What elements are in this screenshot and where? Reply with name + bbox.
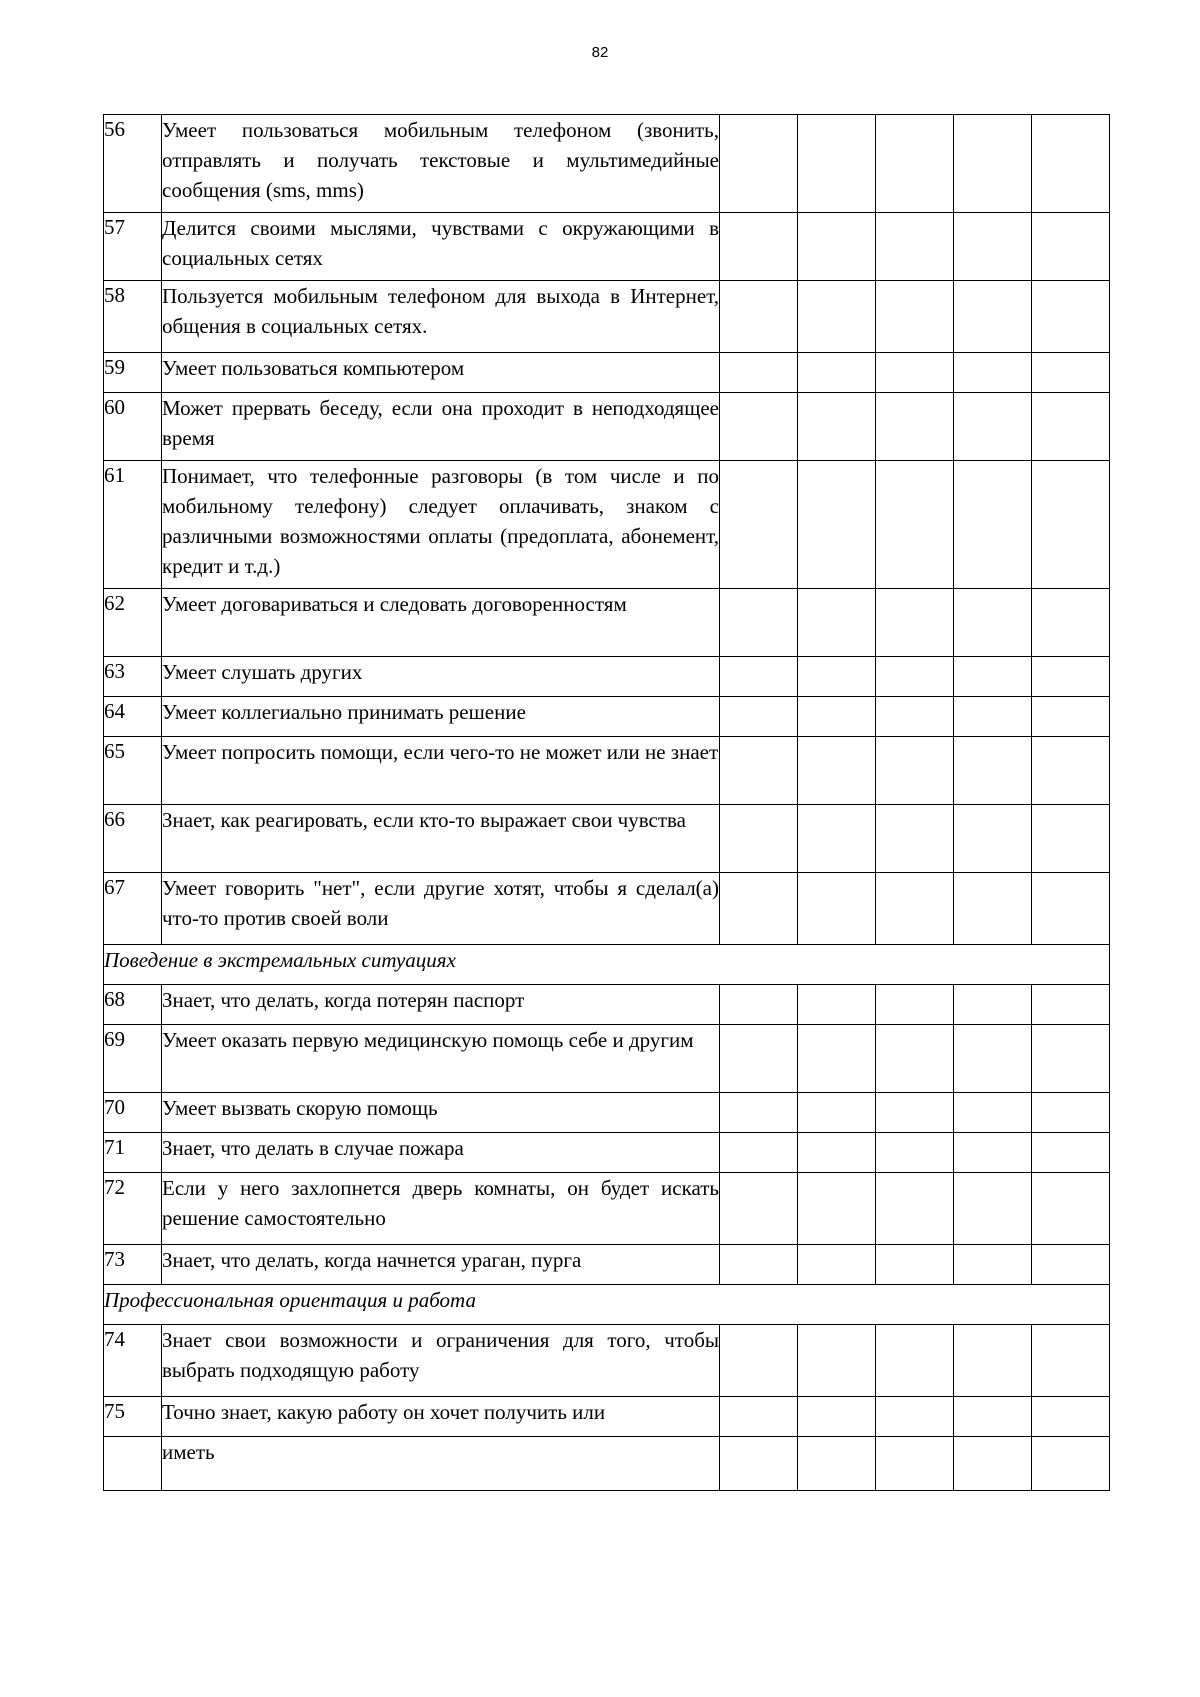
mark-cell[interactable] [1032,657,1110,697]
mark-cell[interactable] [720,1093,798,1133]
item-number [104,1437,162,1491]
item-number: 73 [104,1245,162,1285]
mark-cell[interactable] [954,589,1032,657]
mark-cell[interactable] [798,1025,876,1093]
mark-cell[interactable] [954,1025,1032,1093]
item-text: Умеет пользоваться мобильным телефоном (звонить, отправлять и получать текстовые и мультимедийные сообщения (sms, mms) [162,115,720,213]
mark-cell[interactable] [1032,213,1110,281]
mark-cell[interactable] [954,1133,1032,1173]
item-number: 60 [104,393,162,461]
mark-cell[interactable] [876,1245,954,1285]
mark-cell[interactable] [954,697,1032,737]
mark-cell[interactable] [720,1173,798,1245]
item-text: Знает, как реагировать, если кто-то выражает свои чувства [162,805,720,873]
item-number: 69 [104,1025,162,1093]
item-number: 58 [104,281,162,353]
mark-cell[interactable] [1032,393,1110,461]
table-row [104,1093,1110,1133]
item-text: Пользуется мобильным телефоном для выхода в Интернет, общения в социальных сетях. [162,281,720,353]
mark-cell[interactable] [876,985,954,1025]
table-row [104,1133,1110,1173]
mark-cell[interactable] [954,1245,1032,1285]
item-text: Умеет оказать первую медицинскую помощь себе и другим [162,1025,720,1093]
mark-cell[interactable] [1032,1245,1110,1285]
mark-cell[interactable] [876,281,954,353]
mark-cell[interactable] [720,805,798,873]
mark-cell[interactable] [876,393,954,461]
mark-cell[interactable] [954,1437,1032,1491]
item-text: Знает, что делать в случае пожара [162,1133,720,1173]
mark-cell[interactable] [720,1245,798,1285]
mark-cell[interactable] [720,353,798,393]
mark-cell[interactable] [798,873,876,945]
mark-cell[interactable] [1032,589,1110,657]
mark-cell[interactable] [954,737,1032,805]
item-number: 72 [104,1173,162,1245]
mark-cell[interactable] [954,805,1032,873]
mark-cell[interactable] [954,213,1032,281]
mark-cell[interactable] [798,1133,876,1173]
assessment-table [103,114,1110,1491]
item-text: иметь [162,1437,720,1491]
mark-cell[interactable] [1032,985,1110,1025]
table-row [104,1397,1110,1437]
mark-cell[interactable] [720,1025,798,1093]
mark-cell[interactable] [720,657,798,697]
item-number: 64 [104,697,162,737]
item-number: 67 [104,873,162,945]
item-number: 56 [104,115,162,213]
mark-cell[interactable] [720,737,798,805]
item-number: 61 [104,461,162,589]
mark-cell[interactable] [798,1397,876,1437]
mark-cell[interactable] [954,1325,1032,1397]
mark-cell[interactable] [954,461,1032,589]
table-row [104,1437,1110,1491]
mark-cell[interactable] [798,737,876,805]
table-row [104,657,1110,697]
mark-cell[interactable] [720,1325,798,1397]
mark-cell[interactable] [798,1173,876,1245]
item-number: 59 [104,353,162,393]
item-number: 62 [104,589,162,657]
mark-cell[interactable] [876,461,954,589]
item-text: Делится своими мыслями, чувствами с окружающими в социальных сетях [162,213,720,281]
mark-cell[interactable] [798,115,876,213]
item-number: 68 [104,985,162,1025]
item-text: Понимает, что телефонные разговоры (в том числе и по мобильному телефону) следует оплачивать, знаком с различными возможностями оплаты (предоплата, абонемент, кредит и т.д.) [162,461,720,589]
mark-cell[interactable] [798,985,876,1025]
mark-cell[interactable] [954,393,1032,461]
mark-cell[interactable] [798,1093,876,1133]
item-text: Знает свои возможности и ограничения для того, чтобы выбрать подходящую работу [162,1325,720,1397]
item-number: 65 [104,737,162,805]
table-row [104,353,1110,393]
item-number: 57 [104,213,162,281]
mark-cell[interactable] [1032,737,1110,805]
table-row [104,985,1110,1025]
item-text: Умеет пользоваться компьютером [162,353,720,393]
item-text: Знает, что делать, когда начнется ураган, пурга [162,1245,720,1285]
mark-cell[interactable] [1032,697,1110,737]
item-text: Умеет слушать других [162,657,720,697]
item-text: Может прервать беседу, если она проходит в неподходящее время [162,393,720,461]
item-number: 63 [104,657,162,697]
mark-cell[interactable] [1032,873,1110,945]
mark-cell[interactable] [954,1397,1032,1437]
mark-cell[interactable] [798,393,876,461]
table-row [104,1025,1110,1093]
mark-cell[interactable] [876,115,954,213]
table-row [104,805,1110,873]
mark-cell[interactable] [876,1173,954,1245]
mark-cell[interactable] [1032,461,1110,589]
table-row [104,213,1110,281]
item-text: Умеет договариваться и следовать договоренностям [162,589,720,657]
mark-cell[interactable] [1032,805,1110,873]
section-row [104,1285,1110,1325]
mark-cell[interactable] [798,1437,876,1491]
item-text: Умеет говорить "нет", если другие хотят, чтобы я сделал(а) что-то против своей воли [162,873,720,945]
mark-cell[interactable] [954,985,1032,1025]
mark-cell[interactable] [720,1397,798,1437]
table-row [104,1325,1110,1397]
mark-cell[interactable] [954,353,1032,393]
item-text: Знает, что делать, когда потерян паспорт [162,985,720,1025]
item-number: 74 [104,1325,162,1397]
table-row [104,1245,1110,1285]
table-row [104,697,1110,737]
mark-cell[interactable] [720,115,798,213]
mark-cell[interactable] [798,213,876,281]
mark-cell[interactable] [798,1325,876,1397]
mark-cell[interactable] [876,1397,954,1437]
mark-cell[interactable] [876,1133,954,1173]
mark-cell[interactable] [798,697,876,737]
item-text: Умеет коллегиально принимать решение [162,697,720,737]
mark-cell[interactable] [1032,1133,1110,1173]
mark-cell[interactable] [798,805,876,873]
item-number: 75 [104,1397,162,1437]
mark-cell[interactable] [1032,115,1110,213]
mark-cell[interactable] [876,1093,954,1133]
mark-cell[interactable] [798,657,876,697]
table-row [104,1173,1110,1245]
mark-cell[interactable] [876,873,954,945]
mark-cell[interactable] [720,697,798,737]
mark-cell[interactable] [720,985,798,1025]
mark-cell[interactable] [720,589,798,657]
item-text: Если у него захлопнется дверь комнаты, он будет искать решение самостоятельно [162,1173,720,1245]
mark-cell[interactable] [1032,1437,1110,1491]
mark-cell[interactable] [876,697,954,737]
mark-cell[interactable] [720,281,798,353]
mark-cell[interactable] [876,657,954,697]
mark-cell[interactable] [876,805,954,873]
mark-cell[interactable] [876,737,954,805]
table-row [104,461,1110,589]
mark-cell[interactable] [876,589,954,657]
page-number: 82 [591,44,609,61]
mark-cell[interactable] [954,1173,1032,1245]
item-text: Умеет попросить помощи, если чего-то не может или не знает [162,737,720,805]
mark-cell[interactable] [954,873,1032,945]
mark-cell[interactable] [1032,1325,1110,1397]
mark-cell[interactable] [1032,1093,1110,1133]
mark-cell[interactable] [798,281,876,353]
item-number: 71 [104,1133,162,1173]
mark-cell[interactable] [720,213,798,281]
mark-cell[interactable] [954,281,1032,353]
mark-cell[interactable] [876,353,954,393]
mark-cell[interactable] [876,213,954,281]
table-row [104,873,1110,945]
item-text: Точно знает, какую работу он хочет получить или [162,1397,720,1437]
table-row [104,589,1110,657]
mark-cell[interactable] [798,589,876,657]
mark-cell[interactable] [876,1325,954,1397]
mark-cell[interactable] [798,1245,876,1285]
mark-cell[interactable] [1032,1173,1110,1245]
mark-cell[interactable] [1032,1025,1110,1093]
table-row [104,737,1110,805]
mark-cell[interactable] [720,1133,798,1173]
item-number: 70 [104,1093,162,1133]
mark-cell[interactable] [1032,353,1110,393]
item-text: Умеет вызвать скорую помощь [162,1093,720,1133]
mark-cell[interactable] [720,873,798,945]
table-row [104,115,1110,213]
mark-cell[interactable] [954,1093,1032,1133]
table-row [104,281,1110,353]
mark-cell[interactable] [720,393,798,461]
mark-cell[interactable] [720,1437,798,1491]
mark-cell[interactable] [876,1025,954,1093]
mark-cell[interactable] [798,461,876,589]
mark-cell[interactable] [954,657,1032,697]
section-heading: Профессиональная ориентация и работа [104,1285,1110,1325]
mark-cell[interactable] [1032,281,1110,353]
mark-cell[interactable] [954,115,1032,213]
mark-cell[interactable] [1032,1397,1110,1437]
mark-cell[interactable] [720,461,798,589]
table-row [104,393,1110,461]
item-number: 66 [104,805,162,873]
section-heading: Поведение в экстремальных ситуациях [104,945,1110,985]
mark-cell[interactable] [876,1437,954,1491]
mark-cell[interactable] [798,353,876,393]
section-row [104,945,1110,985]
